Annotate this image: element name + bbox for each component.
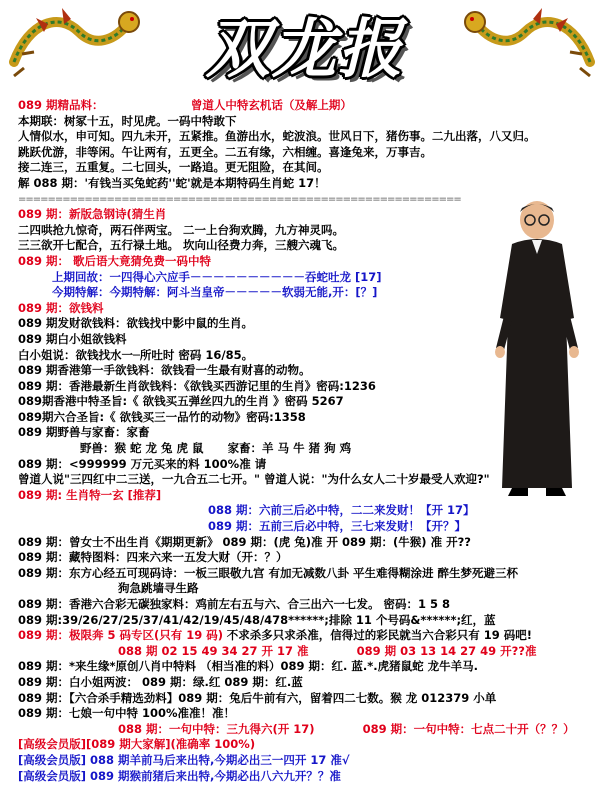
section-heading: 089 期：欲钱料	[18, 300, 104, 315]
section-heading: 089 期：极限奔 5 码专区(只有 19 码)	[18, 628, 224, 643]
text-line	[18, 98, 598, 114]
text-line: 089 期：*来生缘*原创八肖中特料 （相当准的料）089 期：红. 蓝.*.虎猪鼠蛇 龙牛羊马.	[18, 659, 479, 674]
text-line: 089 期：藏特图料：四来六来一五发大财（开：？）	[18, 550, 288, 565]
text-line: 解 088 期：'有钱当买兔蛇药''蛇'就是本期特码生肖蛇 17！	[18, 175, 326, 190]
text-line: 089 期：香港六合彩无碳独家料：鸡前左右五与六、合三出六一七发。 密码：1 5 8	[18, 597, 451, 611]
section-heading: 曾道人中特玄机话（及解上期）	[190, 98, 352, 112]
text-line: 089 期：<999999 万元买来的料 100%准 请	[18, 456, 267, 471]
text-span: 088 期：一句中特：三九得六(开 17)	[118, 721, 315, 736]
section-heading: 089 期: 生肖特一玄 [推荐]	[18, 487, 162, 502]
section-heading: 089 期精品料：	[18, 98, 104, 112]
dragon-right-icon	[460, 2, 600, 82]
text-span: 不求杀多只求杀准，信得过的彩民就当六合彩只有 19 码吧!	[226, 628, 532, 643]
text-line: 二四哄抢九惊奇，两石伴两宝。 二一上台狗欢腾，九方神灵吗。	[18, 222, 345, 237]
section-heading: [高级会员版][089 期大家解](准确率 100%)	[18, 737, 256, 752]
text-line	[18, 628, 598, 644]
text-span: 野兽：猴 蛇 龙 兔 虎 鼠	[80, 441, 204, 456]
text-line: 089 期：五前三后必中特，三七来发财！【开？】	[208, 519, 467, 534]
text-line: 本期联：树冢十五，时见虎。一码中特敢下	[18, 113, 237, 128]
text-span: 088 期 02 15 49 34 27 开 17 准	[118, 643, 309, 658]
text-line: 089 期白小姐欲钱料	[18, 331, 127, 346]
section-heading: 089 期： 歌后语大竟猜免费一码中特	[18, 253, 212, 268]
text-span: 089 期：一句中特：七点二十开（？？）	[362, 721, 575, 736]
page-title: 双龙报	[206, 12, 404, 87]
text-line: 089 期香港第一手欲钱料：欲钱看一生最有财喜的动物。	[18, 363, 311, 378]
text-line: 089期六合圣旨:《 欲钱买三一品竹的动物》密码:1358	[18, 409, 306, 424]
separator: ============================================================	[18, 193, 461, 205]
text-line: 089 期发财欲钱料：欲钱找中影中鼠的生肖。	[18, 316, 254, 331]
text-line: 人情似水，申可知。四九未开，五紧推。鱼游出水，蛇波浪。世风日下，猪伤事。二九出落，八又归。	[18, 129, 536, 144]
section-heading: 089 期：新版急钢诗(猜生肖	[18, 207, 167, 222]
text-line: 089期香港中特圣旨:《 欲钱买五弹丝四九的生肖 》密码 5267	[18, 394, 344, 409]
text-span: 089 期 03 13 14 27 49 开??准	[356, 643, 537, 658]
text-line: 三三欲开七配合，五行禄土地。 坎向山径费力奔，三艘六魂飞。	[18, 238, 345, 253]
dragon-left-icon	[4, 2, 144, 82]
header-banner	[0, 0, 606, 96]
text-line: 跳跃优游，非等闲。午让两有，五更全。二五有缘，六相缠。喜逢兔来，万事吉。	[18, 144, 432, 159]
text-line: 089 期：【六合杀手精选劲料】089 期：兔后牛前有六，留着四二七数。猴 龙 012379 小单	[18, 690, 497, 705]
text-line: 狗急跳墙寻生路	[118, 581, 199, 596]
text-line: 089 期：曾女士不出生肖《期期更新》 089 期：(虎 兔)准 开 089 期：(牛猴) 准 开??	[18, 534, 471, 549]
text-line: [高级会员版] 088 期羊前马后来出特,今期必出三一四开 17 准√	[18, 752, 350, 767]
text-line: 089 期:39/26/27/25/37/41/42/19/45/48/478******;排除 11 个号码&******;红，蓝	[18, 612, 496, 627]
text-line: 白小姐说：欲钱找水一─所吐时 密码 16/85。	[18, 347, 254, 362]
text-line: 089 期：白小姐两波： 089 期：绿.红 089 期：红.蓝	[18, 674, 303, 689]
text-line: 088 期：六前三后必中特，二二来发财！【开 17】	[208, 503, 475, 518]
text-line: 曾道人说"三四红中二三送，一九合五二七开。" 曾道人说："为什么女人二十岁最受人欢迎?"	[18, 472, 490, 487]
text-line: 089 期：七娘一句中特 100%准准！准！	[18, 706, 236, 721]
text-line: 089 期野兽与家畜：家畜	[18, 425, 150, 440]
text-span: 家畜：羊 马 牛 猪 狗 鸡	[227, 441, 352, 456]
text-line: [高级会员版] 089 期猴前猪后来出特,今期必出八六九开？？准	[18, 768, 341, 783]
text-line: 089 期：香港最新生肖欲钱料：《欲钱买西游记里的生肖》密码:1236	[18, 378, 376, 393]
text-line: 接二连三，五重复。二七回头，一路追。更无阻险，在其间。	[18, 160, 329, 175]
content-body	[18, 98, 598, 784]
text-line: 089 期：东方心经五可现码诗：一板三眼敬九宫 有加无减数八卦 平生难得糊涂进 醉生梦死避三杯	[18, 565, 519, 580]
text-line: 上期回故：一四得心六应手－－－－－－－－－－吞蛇吐龙 [17]	[52, 269, 382, 284]
text-line	[18, 441, 598, 457]
text-line	[18, 644, 598, 660]
text-line	[18, 722, 598, 738]
text-line: 今期特解：今期特解：阿斗当皇帝－－－－－软弱无能,开：[？]	[52, 285, 378, 300]
